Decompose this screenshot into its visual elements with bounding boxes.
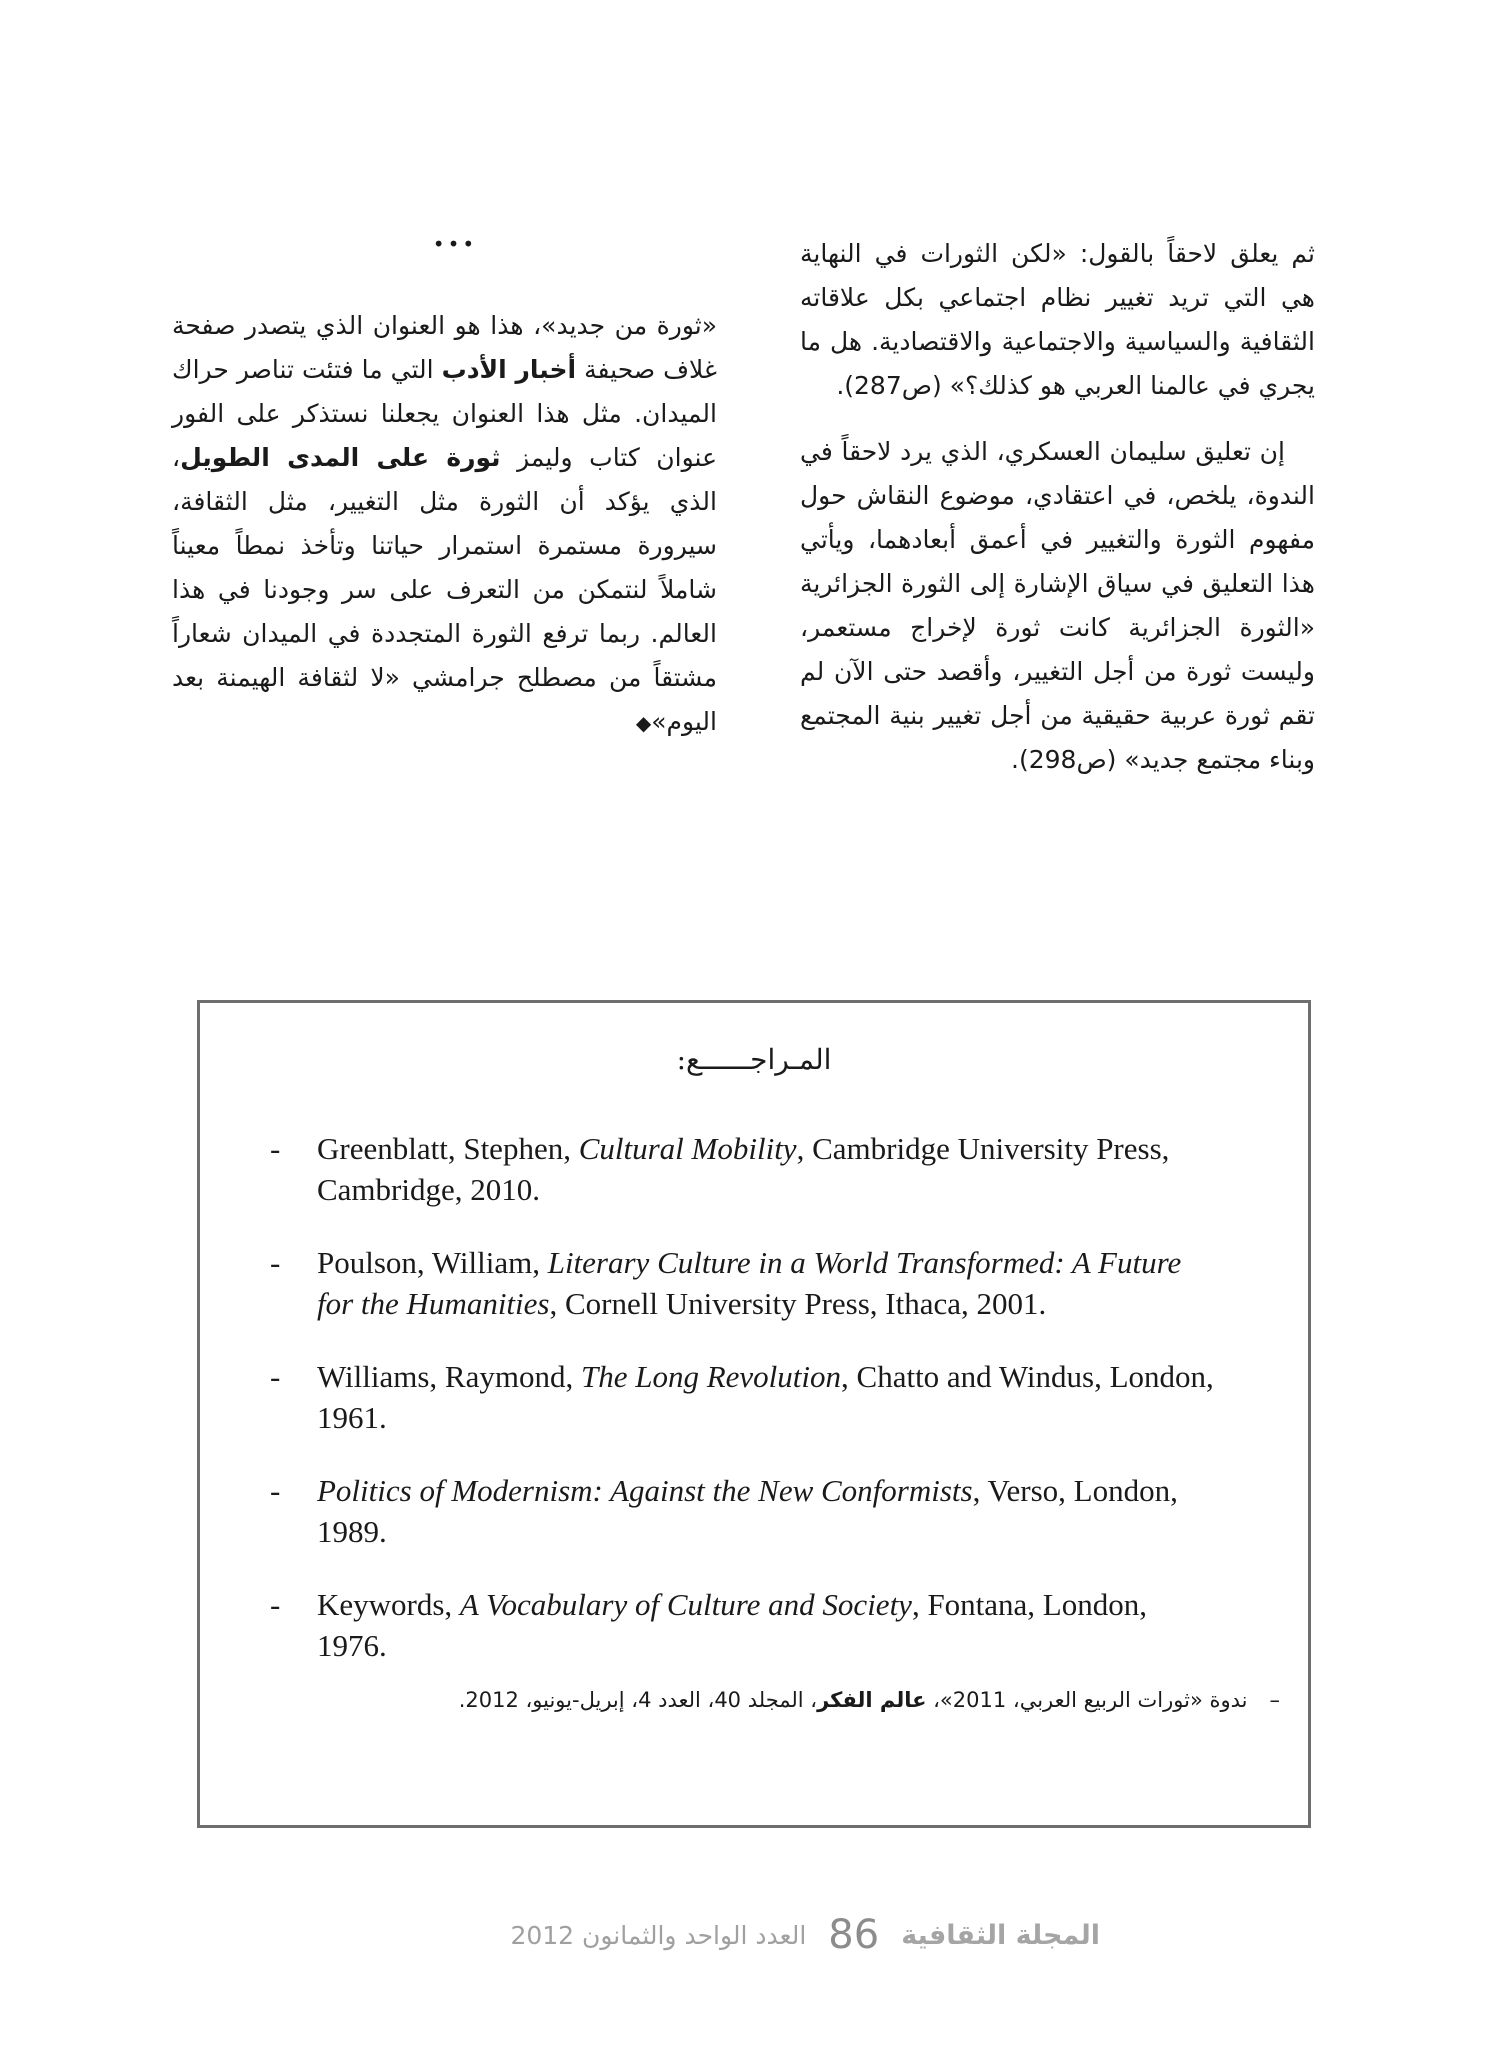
bold-title-long-revolution: ثورة على المدى الطويل <box>180 443 501 472</box>
bold-title-akhbar-aladab: أخبار الأدب <box>441 355 577 384</box>
end-diamond-icon: ◆ <box>635 711 652 735</box>
reference-item <box>260 1128 1220 1210</box>
left-text-3: ، الذي يؤكد أن الثورة مثل التغيير، مثل الثقافة، سيرورة مستمرة استمرار حياتنا وتأخذ نمطاً معيناً شاملاً لنتمكن من التعرف على سر وجودنا في هذا العالم. ربما ترفع الثورة المتجددة في الميدان شعاراً مشتقاً من مصطلح جرامشي «لا لثقافة الهيمنة بعد اليوم» <box>172 443 717 736</box>
reference-publisher: , Chatto and Windus, London, 1961. <box>317 1359 1214 1435</box>
reference-author: Greenblatt, Stephen, <box>317 1131 579 1166</box>
list-dash: - <box>270 1245 281 1280</box>
references-box <box>197 1000 1311 1828</box>
arabic-reference-item <box>350 1683 1280 1717</box>
reference-title: Politics of Modernism: Against the New Conformists <box>317 1473 973 1508</box>
reference-title: Cultural Mobility <box>578 1131 797 1166</box>
reference-item <box>260 1470 1220 1552</box>
arabic-reference-text-2: ، المجلد 40، العدد 4، إبريل-يونيو، 2012. <box>458 1688 818 1712</box>
list-dash: - <box>270 1587 281 1622</box>
reference-publisher: , Cambridge University Press, Cambridge, 2010. <box>317 1131 1170 1207</box>
issue-label: العدد الواحد والثمانون 2012 <box>510 1920 807 1950</box>
reference-item <box>260 1356 1220 1438</box>
reference-title: The Long Revolution <box>580 1359 842 1394</box>
list-dash: - <box>270 1359 281 1394</box>
reference-title: Literary Culture in a World Transformed: A Future for the Humanities <box>317 1245 1182 1321</box>
reference-title: A Vocabulary of Culture and Society <box>459 1587 912 1622</box>
left-column <box>172 232 717 745</box>
section-separator: ••• <box>432 232 478 256</box>
reference-publisher: , Fontana, London, 1976. <box>317 1587 1147 1663</box>
reference-author: Poulson, William, <box>317 1245 548 1280</box>
left-paragraph <box>172 304 717 745</box>
reference-author: Keywords, <box>317 1587 460 1622</box>
list-dash: - <box>270 1473 281 1508</box>
left-text-1: «ثورة من جديد»، هذا هو العنوان الذي يتصدر صفحة غلاف صحيفة <box>172 311 718 384</box>
right-column <box>800 232 1315 782</box>
right-paragraph-2: إن تعليق سليمان العسكري، الذي يرد لاحقاً في الندوة، يلخص، في اعتقادي، موضوع النقاش حول مفهوم الثورة والتغيير في أعمق أبعادهما، ويأتي هذا التعليق في سياق الإشارة إلى الثورة الجزائرية «الثورة الجزائرية كانت ثورة لإخراج مستعمر، وليست ثورة من أجل التغيير، وأقصد حتى الآن لم تقم ثورة عربية حقيقية من أجل تغيير بنية المجتمع وبناء مجتمع جديد» (ص298). <box>800 437 1315 774</box>
reference-publisher: , Cornell University Press, Ithaca, 2001. <box>549 1286 1047 1321</box>
references-title: المـراجــــــع: <box>676 1043 832 1076</box>
page-number: 86 <box>828 1912 880 1958</box>
page-footer <box>420 1910 1100 1960</box>
left-text-2: التي ما فتئت تناصر حراك الميدان. مثل هذا العنوان يجعلنا نستذكر على الفور عنوان كتاب وليمز <box>172 355 717 472</box>
arabic-reference-text-1: ندوة «ثورات الربيع العربي، 2011»، <box>926 1688 1248 1712</box>
references-list <box>260 1128 1220 1698</box>
list-dash: - <box>270 1131 281 1166</box>
reference-item <box>260 1242 1220 1324</box>
right-paragraph-1: ثم يعلق لاحقاً بالقول: «لكن الثورات في النهاية هي التي تريد تغيير نظام اجتماعي بكل علاقاته الثقافية والسياسية والاجتماعية والاقتصادية. هل ما يجري في عالمنا العربي هو كذلك؟» (ص287). <box>800 239 1315 400</box>
list-dash: – <box>1269 1688 1280 1712</box>
reference-publisher: , Verso, London, 1989. <box>317 1473 1178 1549</box>
reference-author: Williams, Raymond, <box>317 1359 581 1394</box>
reference-item <box>260 1584 1220 1666</box>
magazine-logo-text: المجلة الثقافية <box>901 1919 1100 1951</box>
arabic-reference-journal: عالم الفكر <box>817 1688 927 1712</box>
